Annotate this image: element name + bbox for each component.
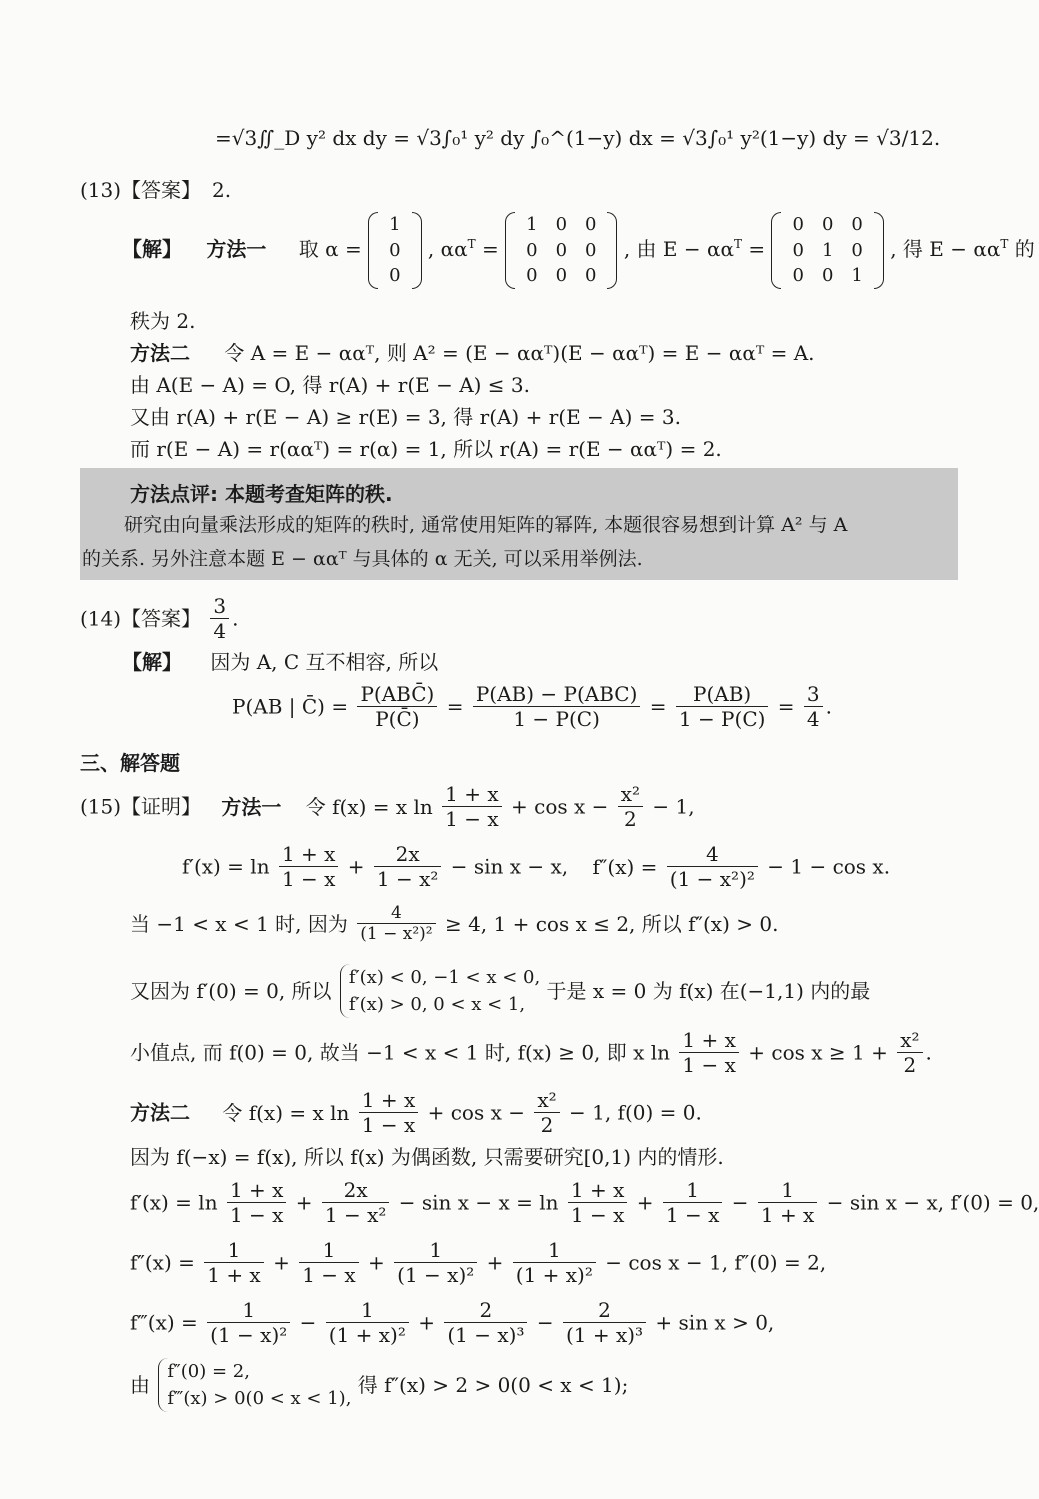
one-over-1mx: $\frac{1}{1 - x}$ — [299, 1238, 358, 1287]
f-prime-zero-text: − sin x − x, f′(0) = 0, — [826, 1190, 1039, 1215]
section-heading: 三、解答题 — [80, 751, 180, 775]
four-fraction: $\frac{4}{\text{(1 − x²)²}}$ — [667, 842, 758, 891]
comment-text-2: 的关系. 另外注意本题 E − ααᵀ 与具体的 α 无关, 可以采用举例法. — [82, 548, 643, 570]
matrix-cell: 0 — [585, 214, 597, 235]
three-quarters-fraction: $\frac{3}{4}$ — [210, 594, 229, 643]
when-text: 当 −1 < x < 1 时, 因为 — [130, 911, 348, 936]
f-double-prime-text: f″(x) = — [592, 854, 658, 879]
one-over-1mx: $\frac{1}{1 - x}$ — [663, 1178, 722, 1227]
matrix-cell: 0 — [585, 265, 597, 287]
let-f-text: 令 f(x) = x ln — [222, 1100, 350, 1125]
x2-over-2-fraction: $\frac{\text{x²}}{2}$ — [618, 782, 643, 831]
equals-sign: = — [777, 694, 795, 719]
opx-omx-fraction: $\frac{1 + x}{1 - x}$ — [279, 842, 338, 891]
matrix-cell: 0 — [792, 239, 804, 261]
rank-sum-line: 又由 r(A) + r(E − A) ≥ r(E) = 3, 得 r(A) + r(E − A) = 3. — [130, 405, 681, 429]
of-text: 的 — [1014, 236, 1035, 261]
four-fraction: $\frac{4}{\text{(1 − x²)²}}$ — [357, 903, 435, 945]
aaT-text: , αα — [427, 236, 468, 261]
sin-text: + sin x > 0, — [655, 1310, 775, 1335]
fraction-1: $\frac{\text{P(ABC̄)}}{P(C̄)}$ — [357, 682, 437, 731]
solution-tag: 【解】 — [122, 236, 182, 261]
matrix-cell: 1 — [389, 214, 401, 235]
conditional-probability-line: P(AB | C̄) = $\frac{\text{P(ABC̄)}}{P(C̄)}$ = $\frac{\text{P(AB) − P(ABC)}}{1 - P(C)}$ = $\frac{P(AB)}{1 - P(C)}$ = $\frac{3}{4}$ . — [232, 682, 832, 731]
piecewise-brace: f″(0) = 2, f‴(x) > 0(0 < x < 1), — [158, 1358, 351, 1412]
from-text: 由 — [130, 1373, 150, 1397]
method-two-line — [130, 343, 815, 363]
minimum-point-line: 小值点, 而 f(0) = 0, 故当 −1 < x < 1 时, f(x) ≥ 0, 即 x ln $\frac{1 + x}{1 - x}$ + cos x ≥ 1 + $\frac{\text{x²}}{2}$ . — [130, 1028, 932, 1077]
opx-omx-fraction: $\frac{1 + x}{1 - x}$ — [679, 1028, 738, 1077]
method-one-label: 方法一 — [206, 236, 267, 261]
q14-answer-line: (14)【答案】 $\frac{3}{4}$ . — [80, 594, 239, 643]
q13-answer-value: 2. — [212, 178, 232, 202]
f-prime-text: f′(x) = ln — [130, 1190, 218, 1215]
f0-text: − 1, f(0) = 0. — [568, 1100, 702, 1125]
cos-text: − cos x − 1, f″(0) = 2, — [605, 1250, 827, 1275]
since-line — [130, 964, 870, 1018]
transpose-sup: T — [733, 237, 742, 252]
equals-sign: = — [748, 236, 766, 261]
matrix-cell: 0 — [555, 239, 568, 261]
q13-answer-label: (13)【答案】 — [80, 178, 202, 202]
f-double-prime-line: f″(x) = $\frac{1}{1 + x}$ + $\frac{1}{1 - x}$ + $\frac{1}{\text{(1 − x)²}}$ + $\frac{1}{\text{(1 + x)²}}$ − cos x − 1, f″(0) = 2, — [130, 1238, 827, 1287]
matrix-cell: 0 — [526, 239, 538, 261]
comment-title: 方法点评: 本题考查矩阵的秩. — [130, 482, 393, 506]
method-two-label: 方法二 — [130, 1100, 190, 1125]
f-double-prime-text: f″(x) = — [130, 1250, 195, 1275]
equals-sign: = — [649, 694, 667, 719]
E-aaT-matrix — [771, 212, 883, 289]
method-two-f-line — [130, 1088, 702, 1137]
minimum-text: 于是 x = 0 为 f(x) 在(−1,1) 内的最 — [546, 979, 871, 1003]
two-over-1px-cu: $\frac{2}{\text{(1 + x)³}}$ — [563, 1298, 646, 1347]
matrix-cell: 0 — [555, 265, 568, 287]
matrix-cell: 0 — [821, 265, 834, 287]
matrix-cell: 1 — [851, 265, 863, 287]
alpha-matrix — [368, 212, 421, 289]
equals-sign: = — [481, 236, 499, 261]
matrix-cell: 0 — [585, 239, 597, 261]
rank-line: 秩为 2. — [130, 309, 196, 333]
q14-answer-label: (14)【答案】 — [80, 606, 202, 631]
min-text: 小值点, 而 f(0) = 0, 故当 −1 < x < 1 时, f(x) ≥ 0, 即 x ln — [130, 1040, 671, 1065]
f-prime-text: f′(x) = ln — [182, 854, 270, 879]
matrix-cell: 0 — [792, 265, 804, 287]
even-function-line: 因为 f(−x) = f(x), 所以 f(x) 为偶函数, 只需要研究[0,1) 内的情形. — [130, 1145, 724, 1169]
conclusion-line — [130, 1358, 628, 1412]
q13-solution-line — [122, 212, 1035, 289]
one-over-1mx-sq: $\frac{1}{\text{(1 − x)²}}$ — [207, 1298, 290, 1347]
f-prime-expanded-line: f′(x) = ln $\frac{1 + x}{1 - x}$ + $\frac{2x}{\text{1 − x²}}$ − sin x − x = ln $\frac{1 + x}{1 - x}$ + $\frac{1}{1 - x}$ − $\frac{1}{1 + x}$ − sin x − x, f′(0) = 0, — [130, 1178, 1039, 1227]
cos-text: − 1 − cos x. — [767, 854, 891, 879]
minus-one-text: − 1, — [652, 794, 695, 819]
cos-text: + cos x − — [511, 794, 609, 819]
matrix-cell: 1 — [526, 214, 538, 235]
sin-text: − sin x − x = ln — [398, 1190, 559, 1215]
three-quarters-fraction: $\frac{3}{4}$ — [804, 682, 823, 731]
f-triple-prime-line: f‴(x) = $\frac{1}{\text{(1 − x)²}}$ − $\frac{1}{\text{(1 + x)²}}$ + $\frac{2}{\text{(1 − x)³}}$ − $\frac{2}{\text{(1 + x)³}}$ + sin x > 0, — [130, 1298, 775, 1347]
f-triple-prime-text: f‴(x) = — [130, 1310, 198, 1335]
twox-fraction: $\frac{2x}{\text{1 − x²}}$ — [374, 842, 442, 891]
take-alpha-text: 取 α = — [298, 236, 362, 261]
matrix-cell: 0 — [821, 214, 834, 235]
matrix-cell: 0 — [851, 239, 863, 261]
q15-proof-line — [80, 782, 695, 831]
integral-result-line: =√3∬_D y² dx dy = √3∫₀¹ y² dy ∫₀^(1−y) dx = √3∫₀¹ y²(1−y) dy = √3/12. — [215, 126, 941, 150]
opx-omx-fraction: $\frac{1 + x}{1 - x}$ — [227, 1178, 286, 1227]
fraction-2: $\frac{\text{P(AB) − P(ABC)}}{1 - P(C)}$ — [473, 682, 641, 731]
when-line — [130, 903, 778, 945]
f-prime-line — [182, 842, 890, 891]
q14-solution-line — [122, 652, 438, 672]
one-over-1mx-sq: $\frac{1}{\text{(1 − x)²}}$ — [394, 1238, 477, 1287]
cos-text: + cos x ≥ 1 + — [748, 1040, 888, 1065]
one-over-1px-sq: $\frac{1}{\text{(1 + x)²}}$ — [326, 1298, 409, 1347]
aaT-matrix — [505, 212, 617, 289]
method-two-text: 令 A = E − ααᵀ, 则 A² = (E − ααᵀ)(E − ααᵀ) = E − ααᵀ = A. — [224, 341, 815, 365]
plus-sign: + — [347, 854, 365, 879]
piecewise-brace: f′(x) < 0, −1 < x < 0, f′(x) > 0, 0 < x < 1, — [340, 964, 540, 1018]
solution-tag: 【解】 — [122, 650, 182, 674]
matrix-cell: 0 — [389, 265, 401, 287]
matrix-cell: 0 — [555, 214, 568, 235]
method-one-label: 方法一 — [221, 794, 282, 819]
bound-text: ≥ 4, 1 + cos x ≤ 2, 所以 f″(x) > 0. — [444, 911, 779, 936]
result-text: 得 f″(x) > 2 > 0(0 < x < 1); — [357, 1373, 629, 1397]
opx-omx-fraction: $\frac{1 + x}{1 - x}$ — [359, 1088, 418, 1137]
equals-sign: = — [446, 694, 464, 719]
two-over-1mx-cu: $\frac{2}{\text{(1 − x)³}}$ — [444, 1298, 527, 1347]
matrix-cell: 0 — [792, 214, 804, 235]
from-E-aaT-text: , 由 E − αα — [623, 236, 734, 261]
mutually-exclusive-text: 因为 A, C 互不相容, 所以 — [210, 650, 439, 674]
q15-proof-label: (15)【证明】 — [80, 794, 202, 819]
sin-text: − sin x − x, — [450, 854, 569, 879]
cos-text: + cos x − — [427, 1100, 525, 1125]
since-text: 又因为 f′(0) = 0, 所以 — [130, 979, 332, 1003]
method-two-label: 方法二 — [130, 341, 190, 365]
comment-text-1: 研究由向量乘法形成的矩阵的秩时, 通常使用矩阵的幂阵, 本题很容易想到计算 A² 与 A — [124, 514, 848, 536]
one-over-1px: $\frac{1}{1 + x}$ — [758, 1178, 817, 1227]
one-over-1px-sq: $\frac{1}{\text{(1 + x)²}}$ — [513, 1238, 596, 1287]
let-f-text: 令 f(x) = x ln — [305, 794, 433, 819]
rank-conclusion-line: 而 r(E − A) = r(ααᵀ) = r(α) = 1, 所以 r(A) = r(E − ααᵀ) = 2. — [130, 437, 722, 461]
matrix-cell: 1 — [821, 239, 834, 261]
get-E-aaT-text: , 得 E − αα — [890, 236, 1001, 261]
lhs-text: P(AB | C̄) = — [232, 694, 349, 719]
twox-fraction: $\frac{2x}{\text{1 − x²}}$ — [322, 1178, 390, 1227]
transpose-sup: T — [467, 237, 476, 252]
transpose-sup: T — [1000, 237, 1009, 252]
opx-omx-fraction: $\frac{1 + x}{1 - x}$ — [568, 1178, 627, 1227]
rank-inequality-line: 由 A(E − A) = O, 得 r(A) + r(E − A) ≤ 3. — [130, 373, 531, 397]
one-over-1px: $\frac{1}{1 + x}$ — [204, 1238, 263, 1287]
opx-omx-fraction: $\frac{1 + x}{1 - x}$ — [442, 782, 501, 831]
fraction-3: $\frac{P(AB)}{1 - P(C)}$ — [676, 682, 769, 731]
matrix-cell: 0 — [389, 239, 401, 261]
matrix-cell: 0 — [851, 214, 863, 235]
x2-over-2-fraction: $\frac{\text{x²}}{2}$ — [534, 1088, 559, 1137]
x2-over-2-fraction: $\frac{\text{x²}}{2}$ — [897, 1028, 922, 1077]
matrix-cell: 0 — [526, 265, 538, 287]
